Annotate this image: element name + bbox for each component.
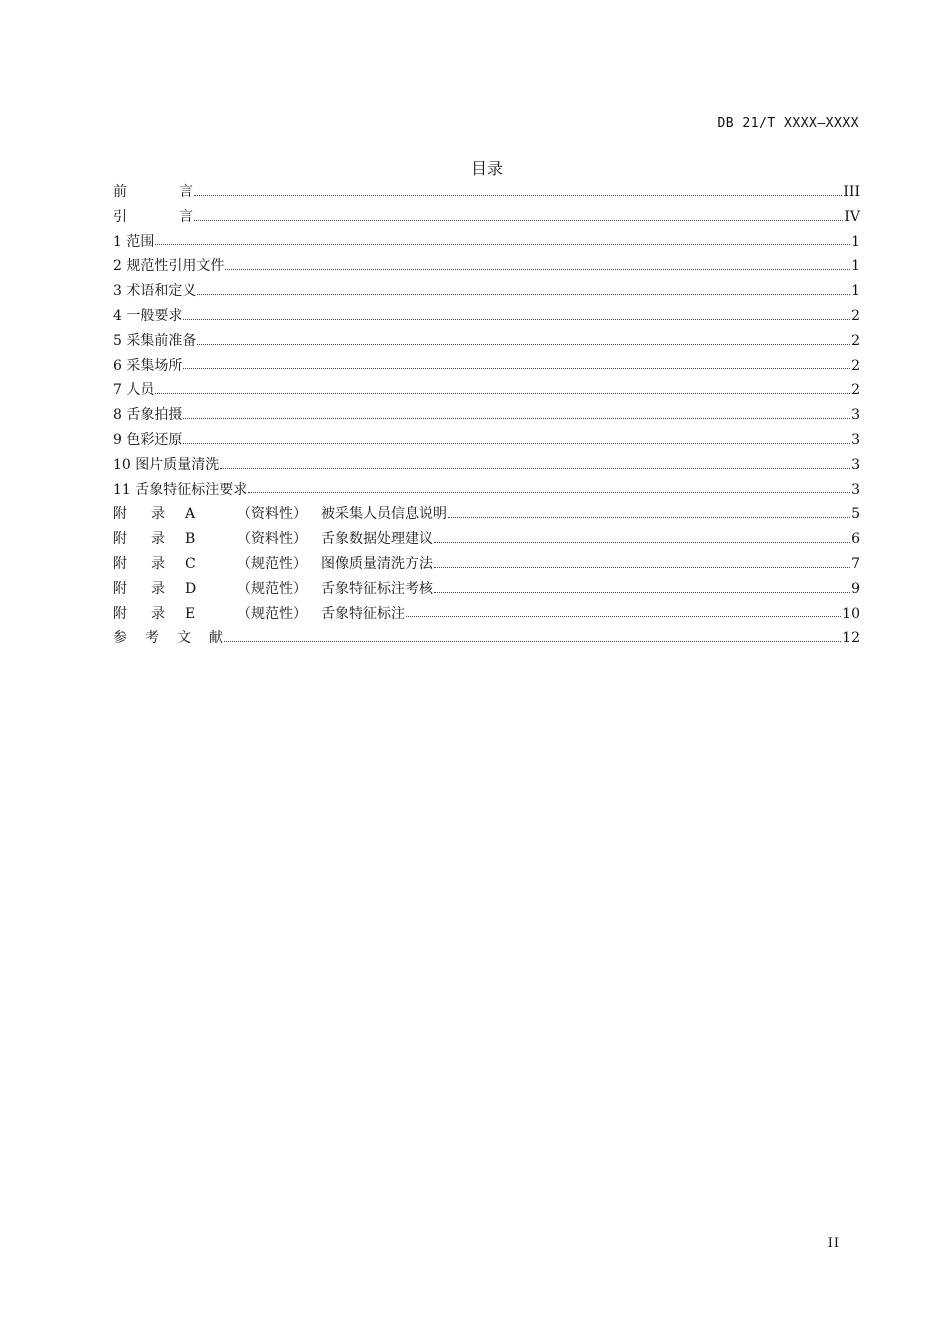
toc-entry-appendix-b[interactable] <box>113 527 860 552</box>
dot-leader <box>183 367 850 369</box>
toc-entry-page: 3 <box>851 407 860 424</box>
toc-entry-label: 4 一般要求 <box>113 307 183 324</box>
dot-leader <box>197 343 850 345</box>
toc-entry-page: 3 <box>851 481 860 498</box>
dot-leader <box>183 318 850 320</box>
toc-entry-page: 2 <box>851 307 860 324</box>
toc-entry-appendix-a[interactable] <box>113 502 860 527</box>
toc-entry[interactable] <box>113 403 860 428</box>
toc-entry[interactable] <box>113 304 860 329</box>
toc-entry-label: 6 采集场所 <box>113 357 183 374</box>
dot-leader <box>155 392 850 394</box>
toc-entry-page: 2 <box>851 357 860 374</box>
table-of-contents <box>113 180 860 651</box>
toc-entry-page: 9 <box>851 580 860 597</box>
toc-entry-label: 5 采集前准备 <box>113 332 197 349</box>
toc-entry-label: 3 术语和定义 <box>113 283 197 300</box>
toc-entry[interactable] <box>113 428 860 453</box>
dot-leader <box>434 591 850 593</box>
toc-entry-page: 1 <box>851 258 860 275</box>
toc-entry[interactable] <box>113 478 860 503</box>
dot-leader <box>155 243 850 245</box>
toc-entry[interactable] <box>113 354 860 379</box>
toc-entry-page: 7 <box>851 555 860 572</box>
dot-leader <box>406 615 841 617</box>
toc-entry-page: 2 <box>851 332 860 349</box>
toc-entry-page: 3 <box>851 431 860 448</box>
toc-entry-foreword[interactable] <box>113 180 860 205</box>
toc-entry[interactable] <box>113 453 860 478</box>
toc-entry-label: 附 录 B （资料性） 舌象数据处理建议 <box>113 531 433 548</box>
toc-entry-page: IV <box>844 208 860 225</box>
dot-leader <box>225 268 850 270</box>
dot-leader <box>183 442 850 444</box>
toc-entry-page: 6 <box>851 531 860 548</box>
toc-entry-label: 8 舌象拍摄 <box>113 407 183 424</box>
toc-entry-label: 附 录 C （规范性） 图像质量清洗方法 <box>113 555 433 572</box>
toc-entry-page: 10 <box>842 605 860 622</box>
toc-entry-page: 3 <box>851 456 860 473</box>
toc-entry-page: 12 <box>842 630 860 647</box>
toc-entry-label: 前 言 <box>113 184 193 200</box>
dot-leader <box>434 541 850 543</box>
document-code: DB 21/T XXXX—XXXX <box>717 116 859 131</box>
dot-leader <box>197 293 850 295</box>
dot-leader <box>224 640 841 642</box>
toc-entry-label: 9 色彩还原 <box>113 431 183 448</box>
dot-leader <box>248 491 850 493</box>
toc-entry[interactable] <box>113 254 860 279</box>
toc-entry-appendix-d[interactable] <box>113 577 860 602</box>
dot-leader <box>434 566 850 568</box>
toc-entry-label: 附 录 D （规范性） 舌象特征标注考核 <box>113 580 433 597</box>
dot-leader <box>194 194 842 196</box>
toc-entry-label: 1 范围 <box>113 233 155 250</box>
toc-entry-label: 参 考 文 献 <box>113 630 223 647</box>
toc-entry-introduction[interactable] <box>113 205 860 230</box>
toc-entry-label: 10 图片质量清洗 <box>113 456 220 473</box>
dot-leader <box>194 219 843 221</box>
toc-entry[interactable] <box>113 378 860 403</box>
toc-entry-label: 7 人员 <box>113 382 155 399</box>
toc-entry[interactable] <box>113 329 860 354</box>
toc-entry-page: 1 <box>851 233 860 250</box>
dot-leader <box>183 417 850 419</box>
toc-title: 目录 <box>470 159 503 178</box>
toc-entry-label: 引 言 <box>113 208 193 225</box>
toc-entry-references[interactable] <box>113 626 860 651</box>
toc-entry-label: 2 规范性引用文件 <box>113 258 225 275</box>
toc-entry-label: 11 舌象特征标注要求 <box>113 481 248 498</box>
page-number: II <box>827 1236 840 1251</box>
toc-entry-page: 1 <box>851 283 860 300</box>
toc-entry-page: 2 <box>851 382 860 399</box>
dot-leader <box>448 516 850 518</box>
toc-entry-appendix-c[interactable] <box>113 552 860 577</box>
toc-entry-label: 附 录 E （规范性） 舌象特征标注 <box>113 605 405 622</box>
toc-entry-appendix-e[interactable] <box>113 602 860 627</box>
toc-entry-label: 附 录 A （资料性） 被采集人员信息说明 <box>113 506 447 523</box>
toc-entry[interactable] <box>113 230 860 255</box>
toc-entry[interactable] <box>113 279 860 304</box>
toc-entry-page: 5 <box>851 506 860 523</box>
toc-entry-page: III <box>843 184 860 200</box>
dot-leader <box>220 467 850 469</box>
